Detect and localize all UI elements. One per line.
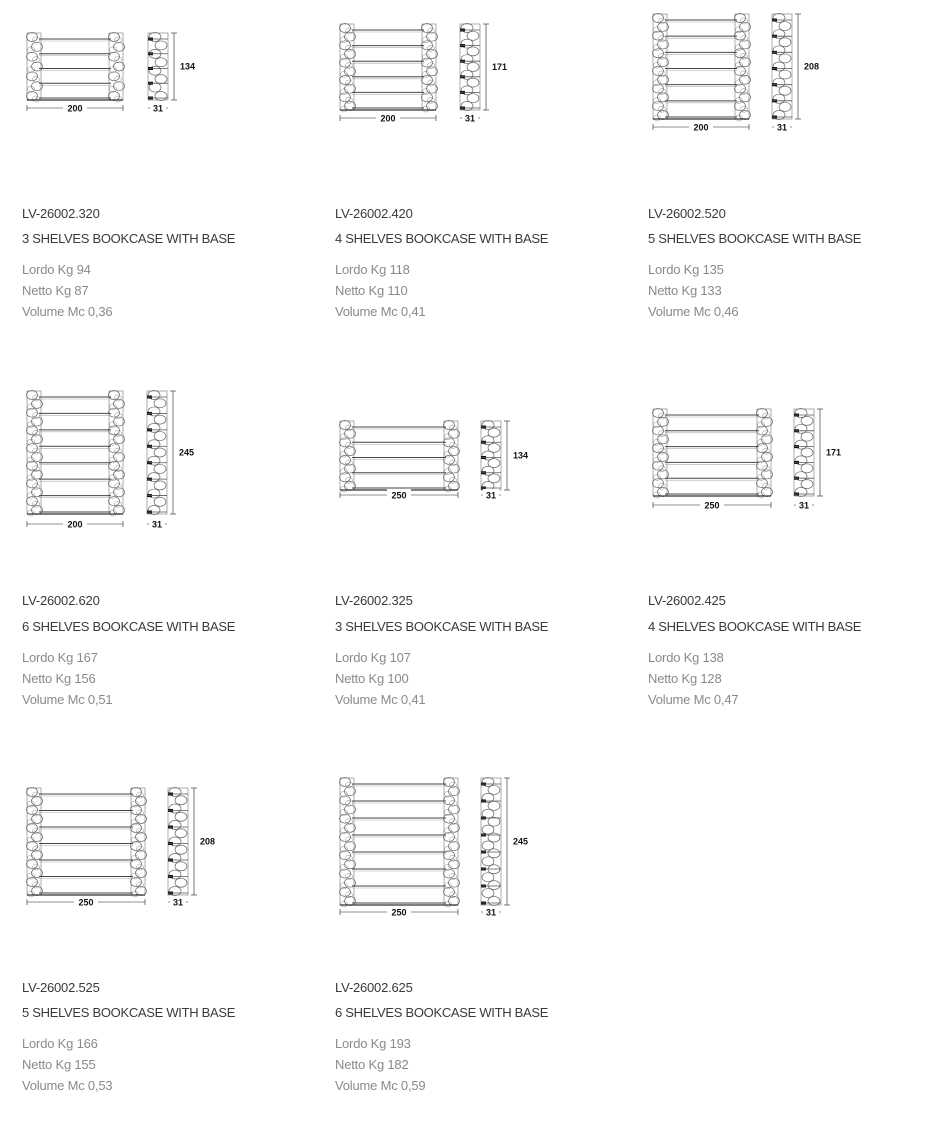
product-name: 6 SHELVES BOOKCASE WITH BASE	[335, 1005, 549, 1020]
bookcase-drawing-svg	[21, 0, 251, 150]
product-drawing	[21, 0, 311, 150]
stone-shape	[154, 399, 166, 408]
stone-shape	[28, 510, 35, 516]
bookcase-drawing-svg	[21, 774, 251, 924]
gross-weight: Lordo Kg 135	[648, 262, 724, 277]
stone-shape	[445, 486, 452, 492]
product-card	[21, 0, 311, 330]
bookcase-drawing-svg	[647, 0, 877, 150]
net-weight: Netto Kg 133	[648, 283, 722, 298]
stone-shape	[801, 480, 813, 489]
stone-shape	[154, 448, 166, 457]
stone-shape	[801, 464, 813, 473]
product-code: LV-26002.325	[335, 593, 413, 608]
stone-shape	[779, 102, 791, 111]
product-name: 4 SHELVES BOOKCASE WITH BASE	[335, 231, 549, 246]
stone-shape	[488, 801, 500, 810]
stone-shape	[154, 415, 166, 424]
width-dimension: 200	[67, 519, 83, 530]
depth-dimension: 31	[776, 122, 788, 133]
depth-dimension: 31	[485, 907, 497, 918]
stone-shape	[801, 448, 813, 457]
product-code: LV-26002.425	[648, 593, 726, 608]
stone-shape	[488, 833, 500, 842]
stone-shape	[488, 897, 500, 906]
gross-weight: Lordo Kg 118	[335, 262, 410, 277]
volume: Volume Mc 0,51	[22, 692, 113, 707]
product-code: LV-26002.625	[335, 980, 413, 995]
height-dimension: 245	[179, 447, 195, 458]
stone-shape	[154, 432, 166, 441]
depth-dimension: 31	[485, 490, 497, 501]
product-code: LV-26002.320	[22, 206, 100, 221]
volume: Volume Mc 0,46	[648, 304, 739, 319]
stone-shape	[155, 58, 167, 67]
stone-shape	[758, 492, 765, 498]
stone-shape	[154, 481, 166, 490]
bookcase-drawing-svg	[334, 0, 564, 150]
stone-shape	[482, 857, 494, 866]
stone-shape	[488, 881, 500, 890]
bookcase-drawing-svg	[647, 387, 877, 537]
product-name: 4 SHELVES BOOKCASE WITH BASE	[648, 619, 862, 634]
product-name: 3 SHELVES BOOKCASE WITH BASE	[22, 231, 236, 246]
volume: Volume Mc 0,36	[22, 304, 113, 319]
height-dimension: 134	[513, 450, 529, 461]
stone-shape	[341, 901, 348, 907]
width-dimension: 200	[380, 113, 396, 124]
side-view-frame	[481, 421, 501, 490]
product-drawing	[647, 0, 929, 150]
bookcase-drawing-svg	[334, 774, 564, 924]
stone-shape	[341, 486, 348, 492]
stone-shape	[175, 796, 187, 805]
bookcase-drawing-svg	[334, 387, 564, 537]
stone-shape	[779, 54, 791, 63]
stone-shape	[654, 492, 661, 498]
gross-weight: Lordo Kg 94	[22, 262, 91, 277]
stone-shape	[801, 416, 813, 425]
volume: Volume Mc 0,47	[648, 692, 739, 707]
side-view-frame	[794, 409, 814, 496]
stone-shape	[28, 891, 35, 897]
stone-shape	[488, 785, 500, 794]
product-drawing	[334, 387, 624, 537]
width-dimension: 250	[78, 897, 94, 908]
stone-shape	[175, 829, 187, 838]
stone-shape	[154, 497, 166, 506]
product-drawing	[334, 774, 624, 924]
stone-shape	[132, 891, 139, 897]
stone-shape	[779, 22, 791, 31]
stone-shape	[110, 510, 117, 516]
stone-shape	[482, 825, 494, 834]
height-dimension: 208	[804, 61, 820, 72]
net-weight: Netto Kg 100	[335, 671, 409, 686]
stone-shape	[175, 862, 187, 871]
stone-shape	[779, 86, 791, 95]
stone-shape	[175, 878, 187, 887]
product-code: LV-26002.520	[648, 206, 726, 221]
stone-shape	[482, 889, 494, 898]
product-drawing	[647, 387, 929, 537]
volume: Volume Mc 0,41	[335, 692, 426, 707]
volume: Volume Mc 0,59	[335, 1078, 426, 1093]
net-weight: Netto Kg 110	[335, 283, 408, 298]
width-dimension: 250	[391, 490, 407, 501]
product-drawing	[334, 0, 624, 150]
bookcase-drawing-svg	[21, 387, 251, 537]
product-name: 6 SHELVES BOOKCASE WITH BASE	[22, 619, 236, 634]
width-dimension: 200	[693, 122, 709, 133]
depth-dimension: 31	[151, 519, 163, 530]
stone-shape	[155, 75, 167, 84]
gross-weight: Lordo Kg 167	[22, 650, 98, 665]
product-code: LV-26002.620	[22, 593, 100, 608]
product-name: 3 SHELVES BOOKCASE WITH BASE	[335, 619, 549, 634]
stone-shape	[154, 464, 166, 473]
stone-shape	[779, 38, 791, 47]
product-name: 5 SHELVES BOOKCASE WITH BASE	[22, 1005, 236, 1020]
volume: Volume Mc 0,53	[22, 1078, 113, 1093]
height-dimension: 245	[513, 836, 529, 847]
product-drawing	[21, 387, 311, 537]
stone-shape	[801, 432, 813, 441]
product-card	[21, 774, 311, 1104]
stone-shape	[155, 92, 167, 101]
net-weight: Netto Kg 87	[22, 283, 89, 298]
net-weight: Netto Kg 182	[335, 1057, 409, 1072]
height-dimension: 171	[492, 62, 508, 72]
product-card	[647, 387, 929, 717]
stone-shape	[488, 817, 500, 826]
depth-dimension: 31	[464, 113, 476, 124]
stone-shape	[736, 115, 743, 121]
product-card	[334, 774, 624, 1104]
product-card	[21, 387, 311, 717]
width-dimension: 250	[391, 907, 407, 918]
gross-weight: Lordo Kg 166	[22, 1036, 98, 1051]
height-dimension: 134	[180, 61, 196, 72]
stone-shape	[779, 70, 791, 79]
height-dimension: 208	[200, 836, 216, 847]
gross-weight: Lordo Kg 107	[335, 650, 411, 665]
product-drawing	[21, 774, 311, 924]
stone-shape	[341, 106, 348, 112]
gross-weight: Lordo Kg 193	[335, 1036, 411, 1051]
product-name: 5 SHELVES BOOKCASE WITH BASE	[648, 231, 862, 246]
stone-shape	[155, 41, 167, 50]
stone-shape	[654, 115, 661, 121]
width-dimension: 200	[67, 103, 83, 114]
gross-weight: Lordo Kg 138	[648, 650, 724, 665]
net-weight: Netto Kg 128	[648, 671, 722, 686]
stone-shape	[175, 812, 187, 821]
height-dimension: 171	[826, 447, 842, 458]
depth-dimension: 31	[152, 103, 164, 114]
width-dimension: 250	[704, 500, 720, 511]
stone-shape	[482, 841, 494, 850]
stone-shape	[175, 845, 187, 854]
product-code: LV-26002.420	[335, 206, 413, 221]
product-card	[334, 387, 624, 717]
stone-shape	[445, 901, 452, 907]
stone-shape	[423, 106, 430, 112]
product-code: LV-26002.525	[22, 980, 100, 995]
net-weight: Netto Kg 156	[22, 671, 96, 686]
stone-shape	[482, 873, 494, 882]
stone-shape	[488, 849, 500, 858]
side-view-frame	[460, 24, 480, 110]
product-card	[647, 0, 929, 330]
product-card	[334, 0, 624, 330]
depth-dimension: 31	[172, 897, 184, 908]
volume: Volume Mc 0,41	[335, 304, 426, 319]
net-weight: Netto Kg 155	[22, 1057, 96, 1072]
depth-dimension: 31	[798, 500, 810, 511]
